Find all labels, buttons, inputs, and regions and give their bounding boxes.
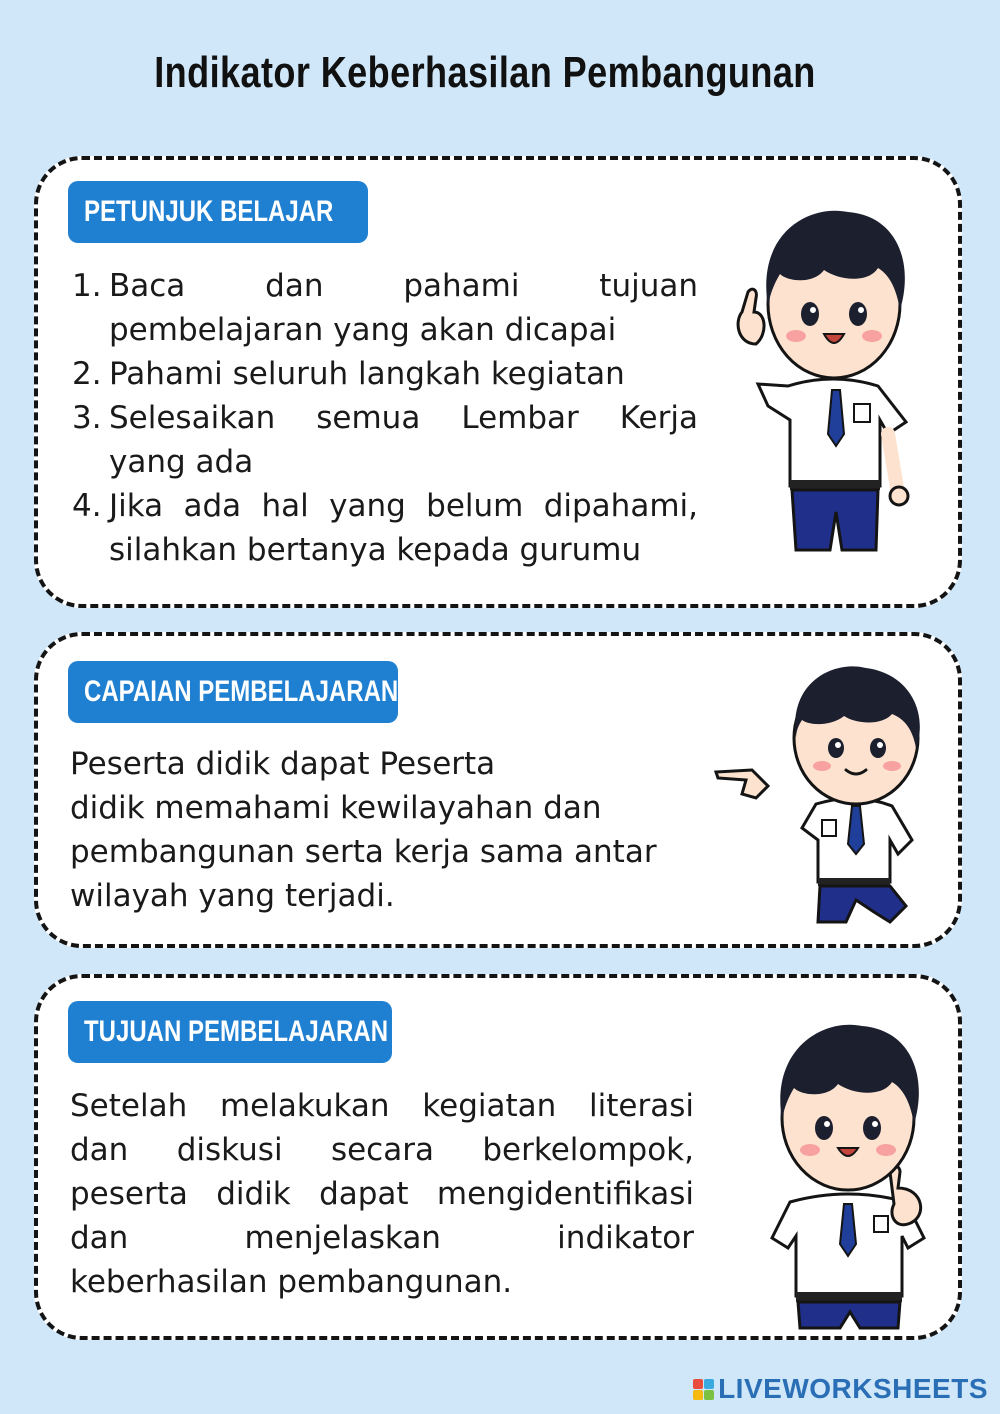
petunjuk-belajar-heading: PETUNJUK BELAJAR <box>84 195 334 228</box>
text-line: Setelah melakukan kegiatan literasi <box>70 1088 694 1124</box>
liveworksheets-logo[interactable] <box>693 1374 988 1404</box>
text-line: keberhasilan pembangunan. <box>70 1264 513 1300</box>
text-line: Peserta didik dapat Peserta <box>70 746 496 782</box>
step-item <box>72 264 698 352</box>
student-pointing-left-illustration <box>706 660 946 930</box>
step-item <box>72 484 698 572</box>
step-number: 3. <box>72 400 102 436</box>
logo-blocks-icon <box>693 1379 714 1400</box>
step-text-line1: Pahami seluruh langkah kegiatan <box>109 356 625 392</box>
tujuan-pembelajaran-card <box>34 974 962 1340</box>
text-line: dan diskusi secara berkelompok, <box>70 1132 694 1168</box>
step-number: 1. <box>72 268 102 304</box>
page-title: Indikator Keberhasilan Pembangunan <box>154 48 816 97</box>
step-text-line2: yang ada <box>109 444 254 480</box>
tujuan-pembelajaran-heading: TUJUAN PEMBELAJARAN <box>84 1015 389 1048</box>
step-item <box>72 352 698 396</box>
student-thinking-illustration <box>748 1012 948 1332</box>
capaian-pembelajaran-text <box>70 742 694 918</box>
step-text-line1: Baca dan pahami tujuan <box>109 268 698 304</box>
tujuan-pembelajaran-text <box>70 1084 694 1304</box>
step-number: 2. <box>72 356 102 392</box>
step-number: 4. <box>72 488 102 524</box>
tujuan-pembelajaran-badge <box>68 1001 392 1063</box>
text-line: peserta didik dapat mengidentifikasi <box>70 1176 694 1212</box>
step-text-line2: silahkan bertanya kepada gurumu <box>109 532 642 568</box>
text-line: dan menjelaskan indikator <box>70 1220 694 1256</box>
step-text-line1: Selesaikan semua Lembar Kerja <box>109 400 698 436</box>
capaian-pembelajaran-card <box>34 632 962 948</box>
step-text-line2: pembelajaran yang akan dicapai <box>109 312 617 348</box>
steps-list <box>72 264 698 572</box>
petunjuk-belajar-badge <box>68 181 368 243</box>
step-item <box>72 396 698 484</box>
step-text-line1: Jika ada hal yang belum dipahami, <box>109 488 698 524</box>
text-line: didik memahami kewilayahan dan <box>70 790 602 826</box>
student-pointing-up-illustration <box>728 194 938 554</box>
petunjuk-belajar-card <box>34 156 962 608</box>
logo-text: LIVEWORKSHEETS <box>718 1373 988 1404</box>
text-line: wilayah yang terjadi. <box>70 878 395 914</box>
text-line: pembangunan serta kerja sama antar <box>70 834 657 870</box>
capaian-pembelajaran-badge <box>68 661 398 723</box>
capaian-pembelajaran-heading: CAPAIAN PEMBELAJARAN <box>84 675 399 708</box>
